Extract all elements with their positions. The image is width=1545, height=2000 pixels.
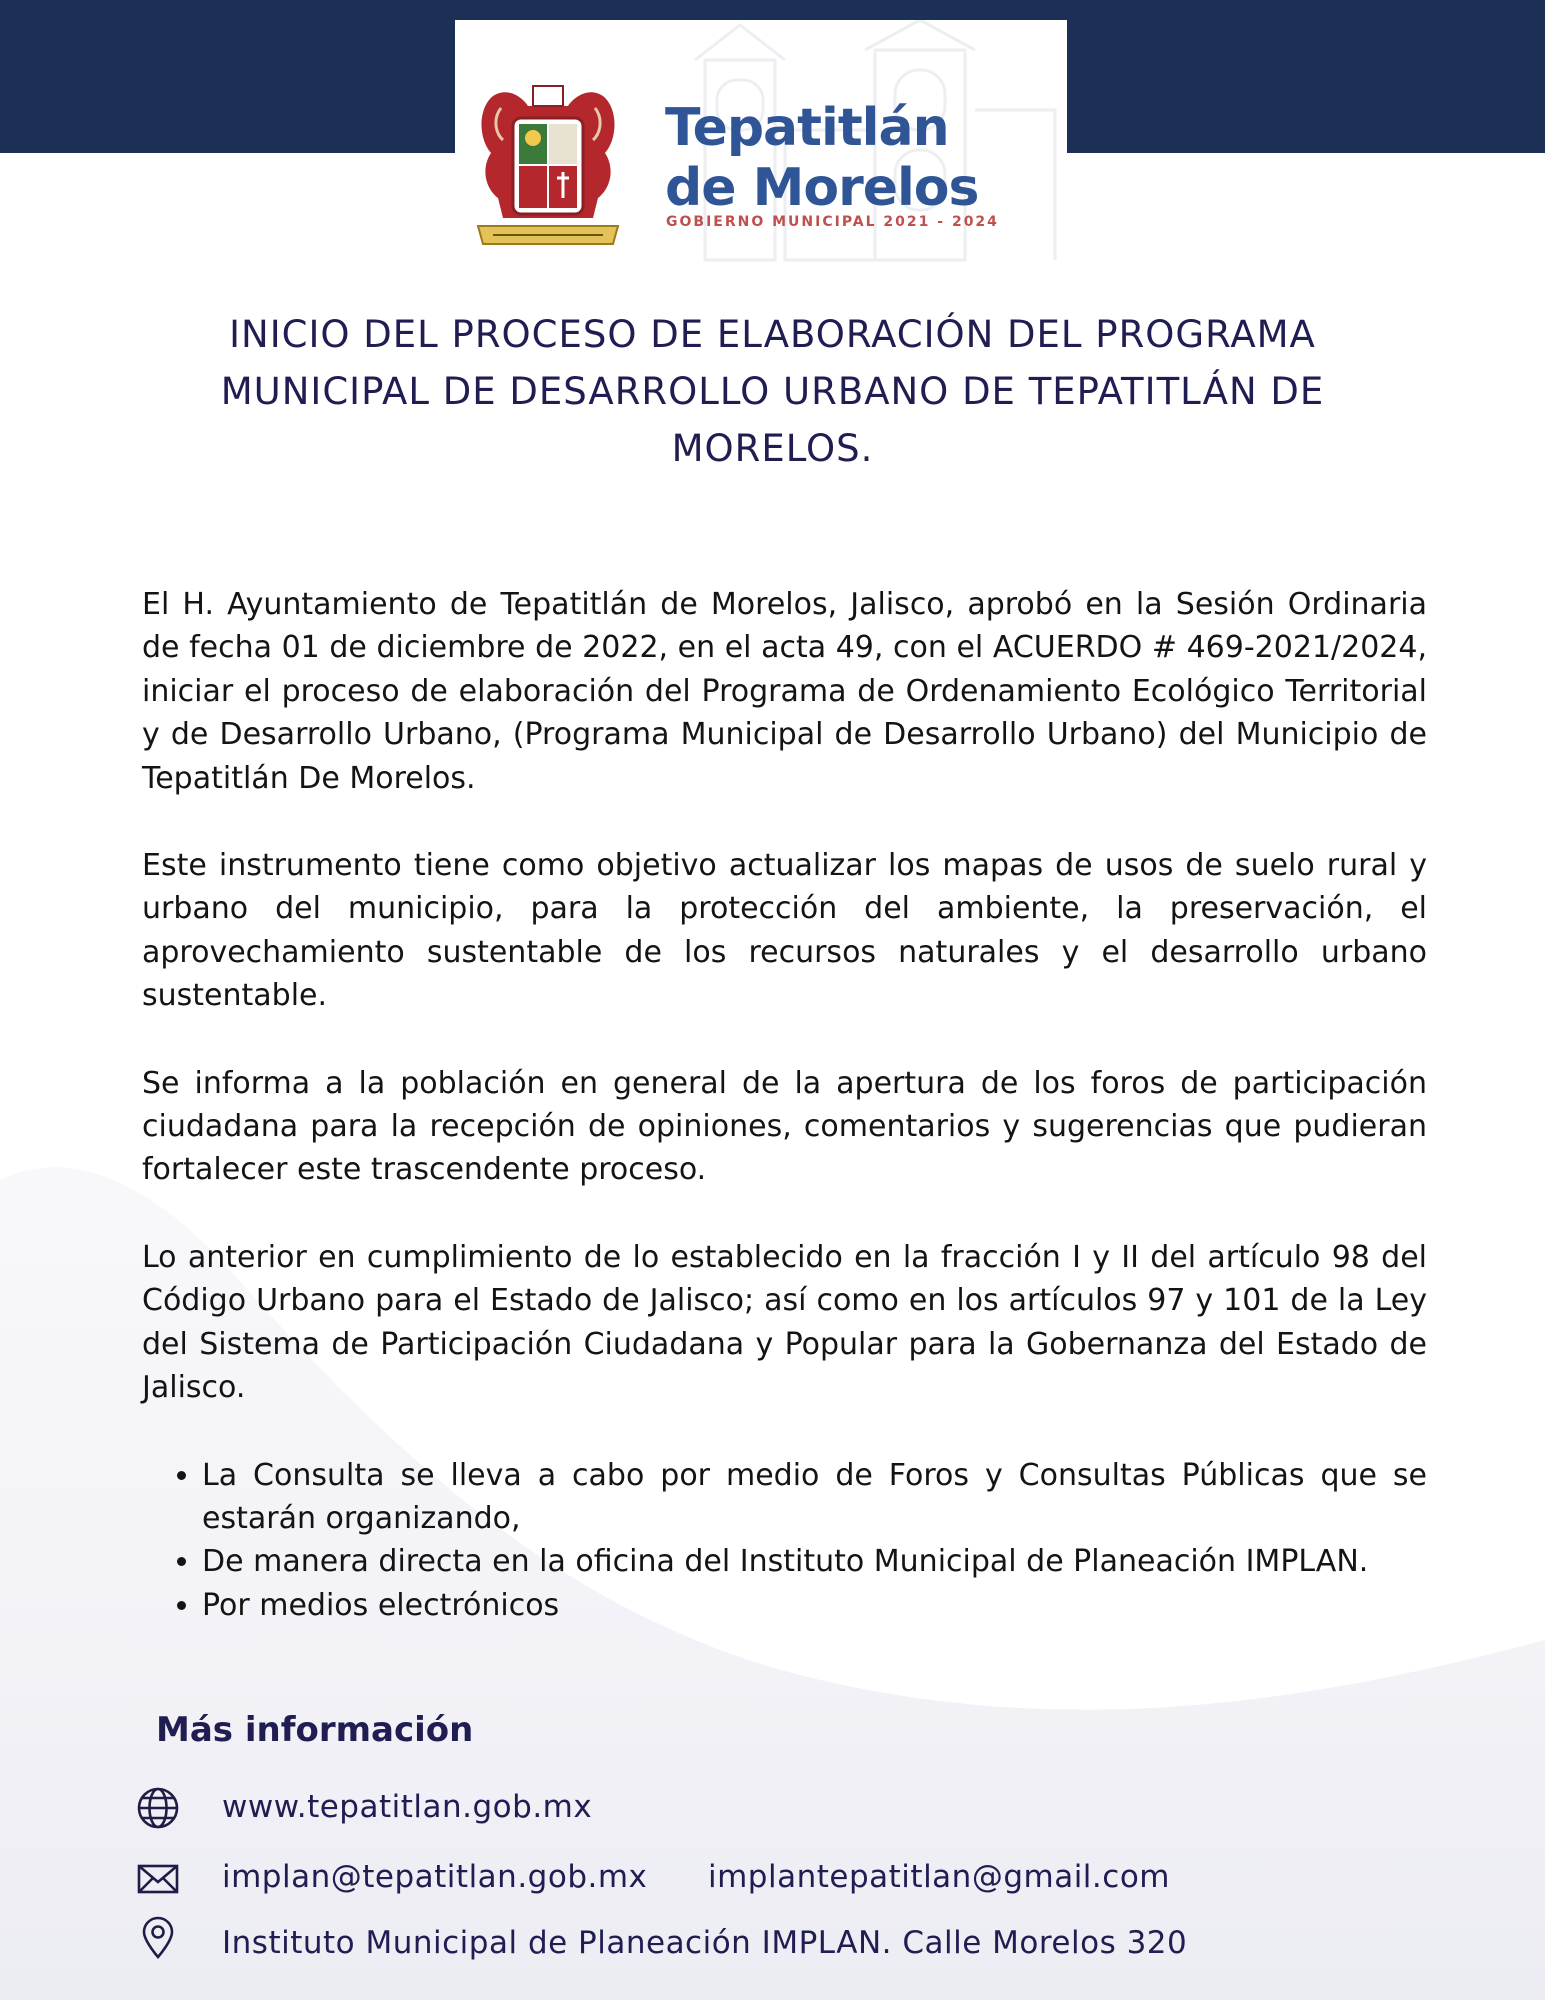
address-text: Instituto Municipal de Planeación IMPLAN. Calle Morelos 320 (222, 1925, 1188, 1961)
list-item: • De manera directa en la oficina del Instituto Municipal de Planeación IMPLAN. (202, 1540, 1427, 1583)
globe-icon (135, 1785, 181, 1831)
page-title: INICIO DEL PROCESO DE ELABORACIÓN DEL PROGRAMA MUNICIPAL DE DESARROLLO URBANO DE TEPATITLÁN DE MORELOS. (220, 313, 1325, 470)
paragraph-4: Lo anterior en cumplimiento de lo establecido en la fracción I y II del artículo 98 del Código Urbano para el Estado de Jalisco; así como en los artículos 97 y 101 de la Ley del Sistema de Participación Ciudadana y Popular para la Gobernanza del Estado de Jalisco. (142, 1239, 1427, 1406)
email-link-2[interactable]: implantepatitlan@gmail.com (708, 1859, 1170, 1895)
body-content (142, 583, 1427, 1627)
brand-subtitle: GOBIERNO MUNICIPAL 2021 - 2024 (666, 214, 999, 230)
brand-name-line2: de Morelos (665, 158, 979, 218)
website-link[interactable]: www.tepatitlan.gob.mx (222, 1789, 593, 1825)
brand-name-line1: Tepatitlán (665, 98, 949, 158)
location-pin-icon (135, 1915, 181, 1961)
list-item: • La Consulta se lleva a cabo por medio de Foros y Consultas Públicas que se estarán organizando, (202, 1454, 1427, 1541)
more-info-title: Más información (156, 1710, 474, 1750)
paragraph-2: Este instrumento tiene como objetivo actualizar los mapas de usos de suelo rural y urbano del municipio, para la protección del ambiente, la preservación, el aprovechamiento sustentable de los recursos naturales y el desarrollo urbano sustentable. (142, 848, 1427, 1014)
envelope-icon (135, 1855, 181, 1901)
coat-of-arms-icon (473, 78, 623, 250)
email-link-1[interactable]: implan@tepatitlan.gob.mx (222, 1859, 648, 1895)
consultation-list (142, 1454, 1427, 1628)
paragraph-3: Se informa a la población en general de la apertura de los foros de participación ciudadana para la recepción de opiniones, comentarios y sugerencias que pudieran fortalecer este trascendente proceso. (142, 1065, 1427, 1188)
paragraph-1: El H. Ayuntamiento de Tepatitlán de Morelos, Jalisco, aprobó en la Sesión Ordinaria de fecha 01 de diciembre de 2022, en el acta 49, con el ACUERDO # 469-2021/2024, iniciar el proceso de elaboración del Programa de Ordenamiento Ecológico Territorial y de Desarrollo Urbano, (Programa Municipal de Desarrollo Urbano) del Municipio de Tepatitlán De Morelos. (142, 587, 1427, 796)
list-item: • Por medios electrónicos (202, 1584, 1427, 1627)
logo-box (455, 20, 1067, 268)
